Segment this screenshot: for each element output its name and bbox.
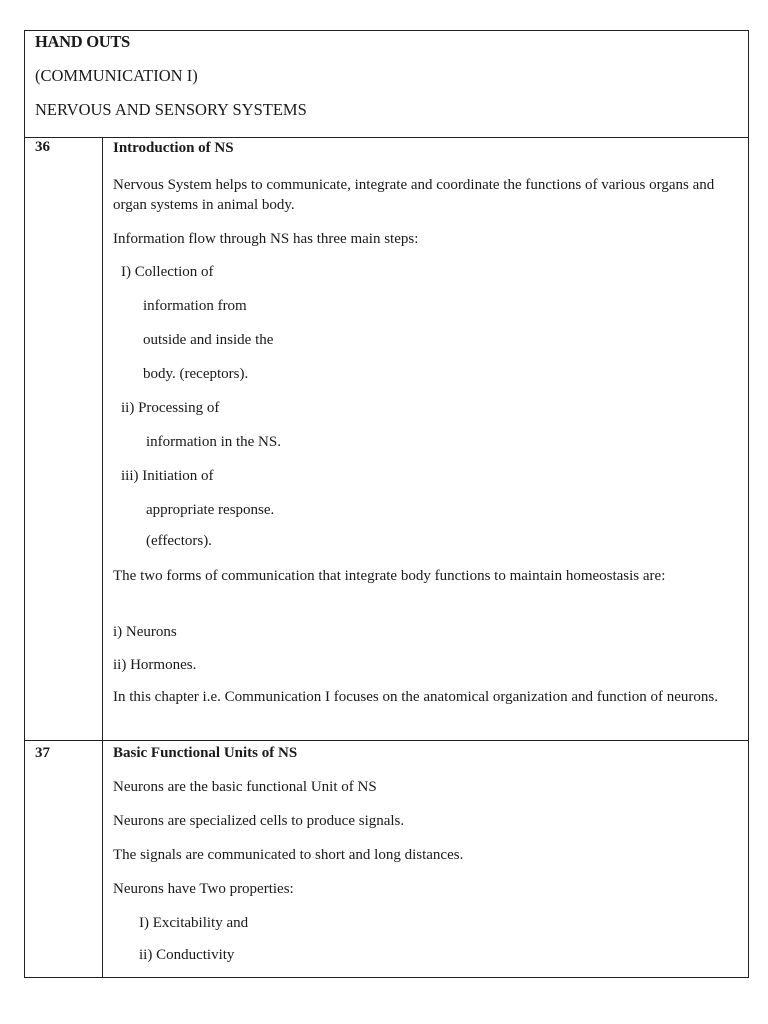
step-iii-line-3: (effectors). (146, 533, 212, 549)
property-excitability: I) Excitability and (139, 915, 249, 931)
step-i-line-2: information from (143, 298, 247, 314)
step-i-line-1: I) Collection of (121, 264, 214, 280)
handout-subtitle: (COMMUNICATION I) (35, 66, 198, 85)
step-ii-line-1: ii) Processing of (121, 400, 220, 416)
handout-header (25, 31, 748, 138)
section-36-paragraph-1: Nervous System helps to communicate, integrate and coordinate the functions of various organs and organ systems in animal body. (113, 177, 715, 213)
section-37-line-2: Neurons are specialized cells to produce signals. (113, 813, 405, 829)
section-36-paragraph-2: Information flow through NS has three main steps: (113, 231, 419, 247)
handout-title: HAND OUTS (35, 32, 130, 51)
form-hormones: ii) Hormones. (113, 657, 197, 673)
row-divider (25, 740, 748, 741)
section-heading-36: Introduction of NS (113, 140, 234, 156)
property-conductivity: ii) Conductivity (139, 947, 235, 963)
form-neurons: i) Neurons (113, 624, 177, 640)
step-ii-line-2: information in the NS. (146, 434, 281, 450)
step-iii-line-2: appropriate response. (146, 502, 275, 518)
section-37-line-1: Neurons are the basic functional Unit of NS (113, 779, 377, 795)
section-36-paragraph-3: The two forms of communication that integrate body functions to maintain homeostasis are: (113, 568, 666, 584)
section-37-line-4: Neurons have Two properties: (113, 881, 294, 897)
step-i-line-4: body. (receptors). (143, 366, 249, 382)
step-iii-line-1: iii) Initiation of (121, 468, 214, 484)
column-divider (102, 138, 103, 977)
section-36-paragraph-4: In this chapter i.e. Communication I focuses on the anatomical organization and function of neurons. (113, 689, 718, 705)
handout-topic: NERVOUS AND SENSORY SYSTEMS (35, 100, 307, 119)
section-number-36: 36 (35, 139, 50, 155)
handout-page (24, 30, 749, 978)
section-37-line-3: The signals are communicated to short and long distances. (113, 847, 464, 863)
section-heading-37: Basic Functional Units of NS (113, 745, 298, 761)
section-number-37: 37 (35, 745, 50, 761)
step-i-line-3: outside and inside the (143, 332, 274, 348)
